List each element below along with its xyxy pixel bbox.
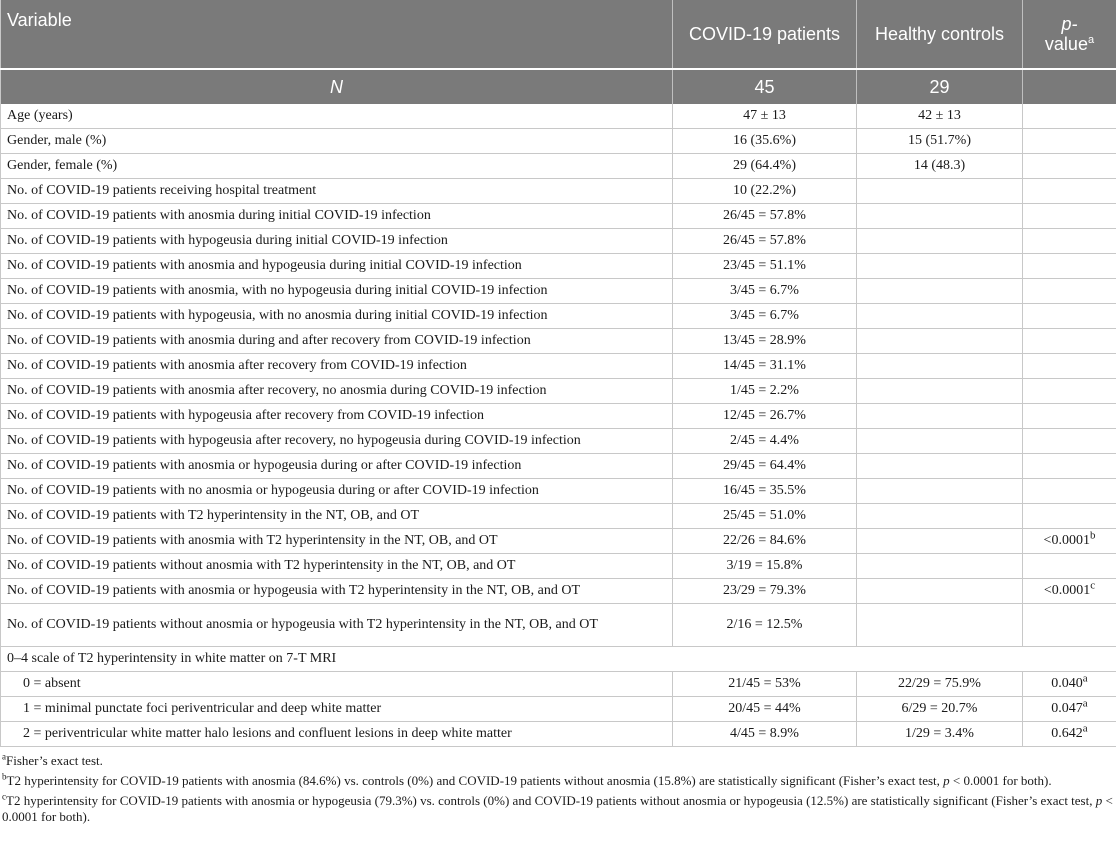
row-label-text: No. of COVID-19 patients with T2 hyperintensity in the NT, OB, and OT [7,508,420,523]
row-covid-text: 2/45 = 4.4% [730,433,799,448]
row-covid [673,329,857,354]
table-row [1,354,1116,379]
table-row [1,254,1116,279]
row-healthy [857,279,1023,304]
row-pvalue [1023,204,1116,229]
row-healthy [857,554,1023,579]
row-covid-text: 26/45 = 57.8% [723,233,806,248]
row-covid-text: 10 (22.2%) [733,183,796,198]
row-label [1,179,673,204]
row-healthy [857,354,1023,379]
row-covid-text: 47 ± 13 [743,108,786,123]
row-healthy [857,379,1023,404]
row-label-text: No. of COVID-19 patients with hypogeusia after recovery, no hypogeusia during COVID-19 infection [7,433,581,448]
row-covid-text: 29/45 = 64.4% [723,458,806,473]
row-pvalue [1023,504,1116,529]
row-label [1,254,673,279]
row-covid [673,179,857,204]
row-pvalue-text: 0.047 [1051,701,1083,716]
footnote-c-mark: c [2,791,6,802]
table-row [1,204,1116,229]
header-n-covid: 45 [673,69,857,104]
row-pvalue [1023,454,1116,479]
row-label-text: No. of COVID-19 patients without anosmia with T2 hyperintensity in the NT, OB, and OT [7,558,516,573]
row-label-text: No. of COVID-19 patients with anosmia or hypogeusia during or after COVID-19 infection [7,458,522,473]
row-pvalue [1023,429,1116,454]
scale-title [1,647,1116,672]
table-row [1,404,1116,429]
row-pvalue [1023,254,1116,279]
row-label [1,354,673,379]
row-healthy [857,479,1023,504]
row-covid [673,529,857,554]
row-healthy [857,454,1023,479]
row-label [1,279,673,304]
footnote-c-text-end: < 0.0001 for both). [2,793,1113,824]
table-row [1,454,1116,479]
footnotes [0,747,1116,825]
row-covid-text: 3/45 = 6.7% [730,283,799,298]
row-covid [673,504,857,529]
footnote-b-text-end: < 0.0001 for both). [949,773,1052,788]
footnote-c [2,793,1114,825]
row-pvalue [1023,479,1116,504]
row-covid-text: 22/26 = 84.6% [723,533,806,548]
row-pvalue-sup: a [1082,722,1088,735]
row-healthy-text: 15 (51.7%) [908,133,971,148]
header-n-healthy: 29 [857,69,1023,104]
row-covid [673,129,857,154]
row-covid [673,154,857,179]
row-healthy [857,254,1023,279]
row-label [1,722,673,747]
row-healthy [857,229,1023,254]
header-covid: COVID-19 patients [673,0,857,69]
row-label [1,429,673,454]
row-covid-text: 29 (64.4%) [733,158,796,173]
row-label [1,104,673,129]
row-label-text: No. of COVID-19 patients with hypogeusia during initial COVID-19 infection [7,233,448,248]
row-label [1,604,673,647]
row-pvalue [1023,697,1116,722]
row-covid-text: 4/45 = 8.9% [730,726,799,741]
row-label-text: 0 = absent [23,676,81,691]
row-label-text: No. of COVID-19 patients with no anosmia or hypogeusia during or after COVID-19 infection [7,483,539,498]
row-label [1,204,673,229]
header-pvalue-p: p- [1061,14,1078,34]
row-label [1,454,673,479]
row-pvalue [1023,554,1116,579]
row-pvalue-sup: a [1082,697,1088,710]
row-covid-text: 21/45 = 53% [728,676,801,691]
header-variable: Variable [1,0,673,69]
row-label [1,329,673,354]
row-label-text: No. of COVID-19 patients with anosmia during initial COVID-19 infection [7,208,431,223]
row-covid-text: 20/45 = 44% [728,701,801,716]
row-label [1,697,673,722]
table-row [1,304,1116,329]
row-pvalue [1023,404,1116,429]
row-pvalue-text: <0.0001 [1043,533,1090,548]
table-row [1,429,1116,454]
row-healthy-text: 22/29 = 75.9% [898,676,981,691]
row-covid-text: 16/45 = 35.5% [723,483,806,498]
row-label-text: No. of COVID-19 patients with anosmia and hypogeusia during initial COVID-19 infection [7,258,522,273]
row-covid-text: 26/45 = 57.8% [723,208,806,223]
header-n-p [1023,69,1116,104]
row-pvalue [1023,179,1116,204]
row-covid [673,722,857,747]
row-healthy [857,129,1023,154]
table-row [1,697,1116,722]
row-pvalue [1023,154,1116,179]
row-healthy-text: 42 ± 13 [918,108,961,123]
row-label-text: No. of COVID-19 patients receiving hospital treatment [7,183,317,198]
footnote-b [2,773,1114,789]
table-row [1,279,1116,304]
row-healthy [857,179,1023,204]
table-row [1,479,1116,504]
row-pvalue [1023,604,1116,647]
table-row [1,179,1116,204]
row-pvalue [1023,722,1116,747]
row-covid [673,254,857,279]
row-label-text: No. of COVID-19 patients with anosmia after recovery from COVID-19 infection [7,358,467,373]
table-row [1,722,1116,747]
row-pvalue [1023,229,1116,254]
row-covid [673,404,857,429]
scale-title-row [1,647,1116,672]
table-row [1,229,1116,254]
row-label [1,229,673,254]
row-pvalue [1023,129,1116,154]
footnote-c-text: T2 hyperintensity for COVID-19 patients with anosmia or hypogeusia (79.3%) vs. controls (0%) and COVID-19 patients without anosmia or hypogeusia (12.5%) are statistically significant (Fisher’s exact test, [6,793,1096,808]
table-row [1,379,1116,404]
table-row [1,579,1116,604]
row-covid-text: 1/45 = 2.2% [730,383,799,398]
row-pvalue-text: 0.040 [1051,676,1083,691]
table-row [1,504,1116,529]
row-covid-text: 12/45 = 26.7% [723,408,806,423]
row-pvalue [1023,579,1116,604]
row-label [1,129,673,154]
row-covid-text: 16 (35.6%) [733,133,796,148]
row-label-text: No. of COVID-19 patients without anosmia or hypogeusia with T2 hyperintensity in the NT, OB, and OT [7,617,598,632]
row-healthy [857,154,1023,179]
table-row [1,554,1116,579]
row-pvalue-sup: b [1089,529,1096,542]
row-label [1,404,673,429]
row-healthy [857,329,1023,354]
row-covid [673,379,857,404]
row-label-text: Gender, female (%) [7,158,118,173]
row-healthy-text: 14 (48.3) [913,158,966,173]
row-covid [673,454,857,479]
row-covid-text: 13/45 = 28.9% [723,333,806,348]
footnote-b-mark: b [2,771,7,782]
row-pvalue [1023,329,1116,354]
row-label [1,154,673,179]
row-pvalue [1023,672,1116,697]
row-label-text: No. of COVID-19 patients with anosmia after recovery, no anosmia during COVID-19 infection [7,383,547,398]
row-healthy [857,504,1023,529]
row-label-text: Gender, male (%) [7,133,107,148]
row-covid [673,204,857,229]
table-header [1,0,1116,104]
row-label [1,579,673,604]
row-healthy [857,604,1023,647]
row-healthy [857,304,1023,329]
row-covid [673,279,857,304]
row-label [1,479,673,504]
row-covid-text: 3/45 = 6.7% [730,308,799,323]
row-pvalue-text: 0.642 [1051,726,1083,741]
row-healthy [857,672,1023,697]
footnote-a-mark: a [2,751,6,762]
row-pvalue [1023,304,1116,329]
row-covid-text: 3/19 = 15.8% [726,558,803,573]
scale-title-text: 0–4 scale of T2 hyperintensity in white matter on 7-T MRI [7,651,337,666]
row-covid [673,304,857,329]
row-covid [673,104,857,129]
row-label-text: Age (years) [7,108,73,123]
row-healthy [857,204,1023,229]
row-healthy [857,722,1023,747]
row-label [1,554,673,579]
row-label-text: No. of COVID-19 patients with anosmia with T2 hyperintensity in the NT, OB, and OT [7,533,498,548]
row-label [1,672,673,697]
row-label-text: No. of COVID-19 patients with anosmia or hypogeusia with T2 hyperintensity in the NT, OB, and OT [7,583,581,598]
row-covid [673,554,857,579]
table-row [1,604,1116,647]
row-covid [673,579,857,604]
table-row [1,329,1116,354]
header-pvalue-sup: a [1087,34,1095,46]
row-label [1,379,673,404]
footnote-b-text: T2 hyperintensity for COVID-19 patients with anosmia (84.6%) vs. controls (0%) and COVID-19 patients without anosmia (15.8%) are statistically significant (Fisher’s exact test, [6,773,944,788]
row-covid [673,429,857,454]
row-healthy [857,529,1023,554]
row-healthy [857,104,1023,129]
header-healthy: Healthy controls [857,0,1023,69]
table-row [1,529,1116,554]
row-label-text: No. of COVID-19 patients with anosmia during and after recovery from COVID-19 infection [7,333,531,348]
table-row [1,672,1116,697]
row-healthy [857,404,1023,429]
row-healthy [857,429,1023,454]
row-covid-text: 23/45 = 51.1% [723,258,806,273]
row-covid-text: 23/29 = 79.3% [723,583,806,598]
footnote-a-text: Fisher’s exact test. [6,753,103,768]
row-label [1,504,673,529]
row-covid [673,354,857,379]
header-pvalue [1023,0,1116,69]
row-label [1,529,673,554]
row-label-text: No. of COVID-19 patients with anosmia, with no hypogeusia during initial COVID-19 infection [7,283,548,298]
footnote-a [2,753,1114,769]
row-label-text: No. of COVID-19 patients with hypogeusia, with no anosmia during initial COVID-19 infection [7,308,548,323]
row-covid [673,697,857,722]
row-covid [673,479,857,504]
row-pvalue-text: <0.0001 [1043,583,1091,598]
row-covid-text: 2/16 = 12.5% [726,617,803,632]
footnote-c-p: p [1095,793,1103,808]
row-pvalue-sup: c [1090,579,1096,592]
row-covid [673,604,857,647]
header-n-label: N [1,69,673,104]
table-row [1,154,1116,179]
header-pvalue-word: value [1044,34,1088,54]
footnote-b-p: p [943,773,950,788]
table-row [1,129,1116,154]
row-pvalue [1023,379,1116,404]
row-pvalue [1023,279,1116,304]
row-covid-text: 14/45 = 31.1% [723,358,806,373]
row-healthy [857,579,1023,604]
row-covid-text: 25/45 = 51.0% [723,508,806,523]
row-healthy-text: 1/29 = 3.4% [905,726,974,741]
row-pvalue [1023,354,1116,379]
row-label-text: 1 = minimal punctate foci periventricular and deep white matter [23,701,382,716]
row-label-text: 2 = periventricular white matter halo lesions and confluent lesions in deep white matter [23,726,512,741]
table-body [1,104,1116,747]
row-pvalue [1023,529,1116,554]
row-healthy-text: 6/29 = 20.7% [901,701,978,716]
row-covid [673,672,857,697]
row-healthy [857,697,1023,722]
row-label [1,304,673,329]
row-covid [673,229,857,254]
row-label-text: No. of COVID-19 patients with hypogeusia after recovery from COVID-19 infection [7,408,485,423]
row-pvalue-sup: a [1082,672,1088,685]
row-pvalue [1023,104,1116,129]
table-row [1,104,1116,129]
